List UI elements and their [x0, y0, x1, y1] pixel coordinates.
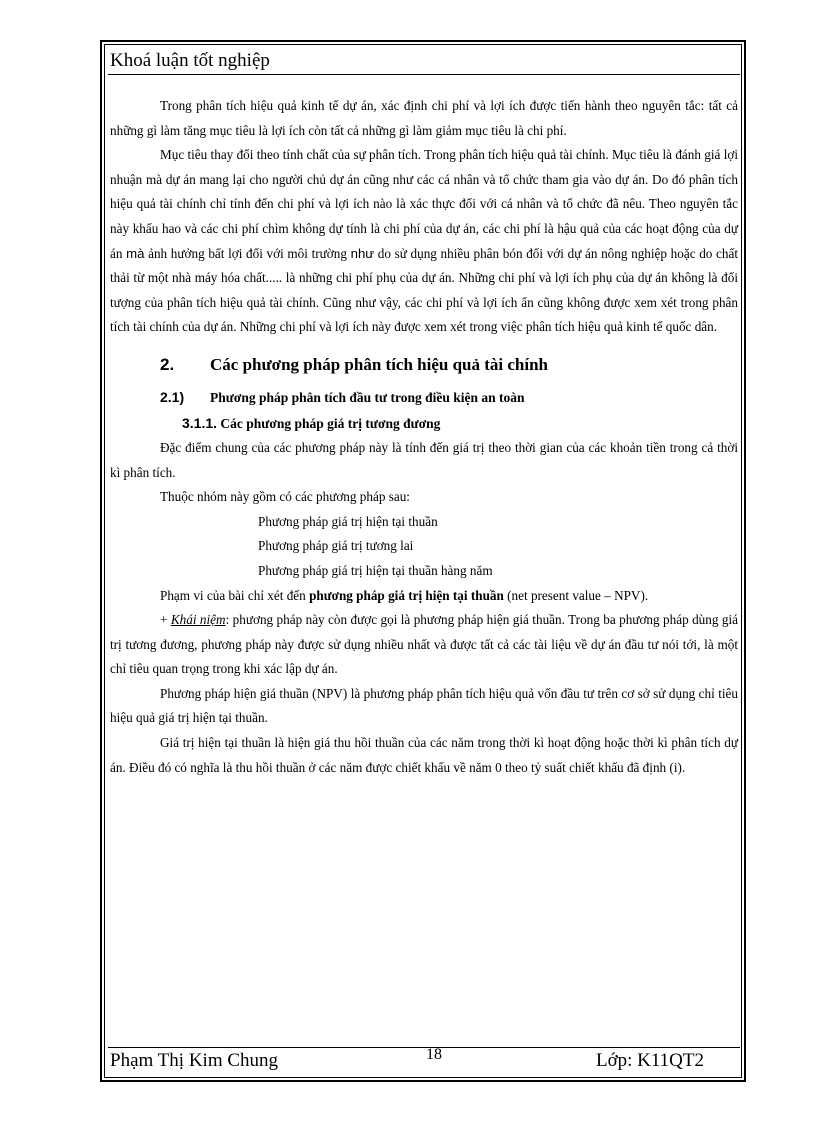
paragraph-characteristics: Đặc điểm chung của các phương pháp này là tính đến giá trị theo thời gian của các khoản tiền trong cả thời kì phân tích.	[110, 439, 738, 480]
paragraph-objectives-part-a: Mục tiêu thay đổi theo tính chất của sự phân tích. Trong phân tích hiệu quả tài chính. Mục tiêu là đánh giá lợi nhuận mà dự án mang lại cho người chủ dự án cũng như các cá nhân và tổ chức tham gia vào dự án. Do đó phân tích hiệu quả tài chính chỉ tính đến chi phí và lợi ích nào là xác thực đối với cá nhân và tổ chức đã nêu. Theo nguyên tắc này khấu hao và các chi phí chìm không dự tính là chi phí của dự án, các chi phí là hậu quả của các hoạt động của dự án	[110, 147, 738, 261]
page-content	[110, 94, 738, 780]
subsection-title: Phương pháp phân tích đầu tư trong điều kiện an toàn	[210, 389, 525, 405]
concept-text: : phương pháp này còn được gọi là phương pháp hiện giá thuần. Trong ba phương pháp dùng giá trị tương đương, phương pháp này được sử dụng nhiều nhất và được tất cả các tài liệu về dự án đầu tư nói tới, là một chỉ tiêu quan trọng trong khi xác lập dự án.	[110, 612, 738, 677]
list-item: Phương pháp giá trị tương lai	[258, 538, 414, 554]
concept-plus: +	[160, 612, 171, 628]
header-title: Khoá luận tốt nghiệp	[110, 50, 270, 71]
header-rule	[108, 74, 740, 75]
paragraph-group-intro: Thuộc nhóm này gồm có các phương pháp sau:	[160, 489, 410, 505]
word-nhu: như	[350, 245, 375, 261]
concept-label: Khái niệm	[170, 612, 226, 628]
paragraph-npv-method: Phương pháp hiện giá thuần (NPV) là phương pháp phân tích hiệu quả vốn đầu tư trên cơ sở sử dụng chỉ tiêu hiệu quả giá trị hiện tại thuần.	[110, 685, 738, 726]
section-heading	[110, 348, 738, 382]
page-number: 18	[426, 1046, 442, 1063]
footer-class: Lớp: K11QT2	[595, 1050, 704, 1071]
paragraph-objectives	[110, 143, 738, 340]
paragraph-objectives-part-c: do sử dụng nhiều phân bón đối với dự án nông nghiệp hoặc do chất thải từ một nhà máy hóa chất..... là những chi phí phụ của dự án. Những chi phí và lợi ích phụ của dự án không là đối tượng của phân tích hiệu quả tài chính. Cũng như vậy, các chi phí và lợi ích ẩn cũng không được xem xét trong phân tích tài chính của dự án. Những chi phí và lợi ích này được xem xét trong việc phân tích hiệu quả kinh tế quốc dân.	[110, 245, 738, 335]
paragraph-cost-benefit: Trong phân tích hiệu quả kinh tế dự án, xác định chi phí và lợi ích được tiến hành theo nguyên tắc: tất cả những gì làm tăng mục tiêu là lợi ích còn tất cả những gì làm giảm mục tiêu là chi phí.	[110, 98, 738, 138]
footer-author: Phạm Thị Kim Chung	[110, 1050, 279, 1071]
paragraph-scope-bold: phương pháp giá trị hiện tại thuần	[309, 587, 504, 603]
word-ma: mà	[126, 245, 145, 261]
paragraph-scope-part-a: Phạm vi của bài chỉ xét đến	[160, 587, 310, 603]
subsubsection-heading	[110, 410, 738, 436]
paragraph-npv-definition: Giá trị hiện tại thuần là hiện giá thu hồi thuần của các năm trong thời kì hoạt động hoặc thời kì phân tích dự án. Điều đó có nghĩa là thu hồi thuần ở các năm được chiết khấu về năm 0 theo tỷ suất chiết khấu đã định (i).	[110, 735, 738, 775]
paragraph-concept	[110, 608, 738, 682]
subsubsection-number: 3.1.1.	[182, 414, 218, 431]
paragraph-objectives-part-b: ảnh hưởng bất lợi đối với môi trường	[144, 245, 351, 261]
paragraph-scope	[110, 584, 738, 609]
subsubsection-title: Các phương pháp giá trị tương đương	[217, 415, 441, 431]
subsection-heading	[110, 384, 738, 410]
subsection-number: 2.1)	[160, 388, 185, 405]
footer-rule	[108, 1047, 740, 1048]
list-item: Phương pháp giá trị hiện tại thuần	[258, 513, 438, 529]
list-item: Phương pháp giá trị hiện tại thuần hàng năm	[258, 562, 493, 578]
section-title: Các phương pháp phân tích hiệu quả tài chính	[210, 354, 549, 374]
section-number: 2.	[160, 354, 175, 374]
paragraph-scope-part-b: (net present value – NPV).	[503, 587, 649, 603]
